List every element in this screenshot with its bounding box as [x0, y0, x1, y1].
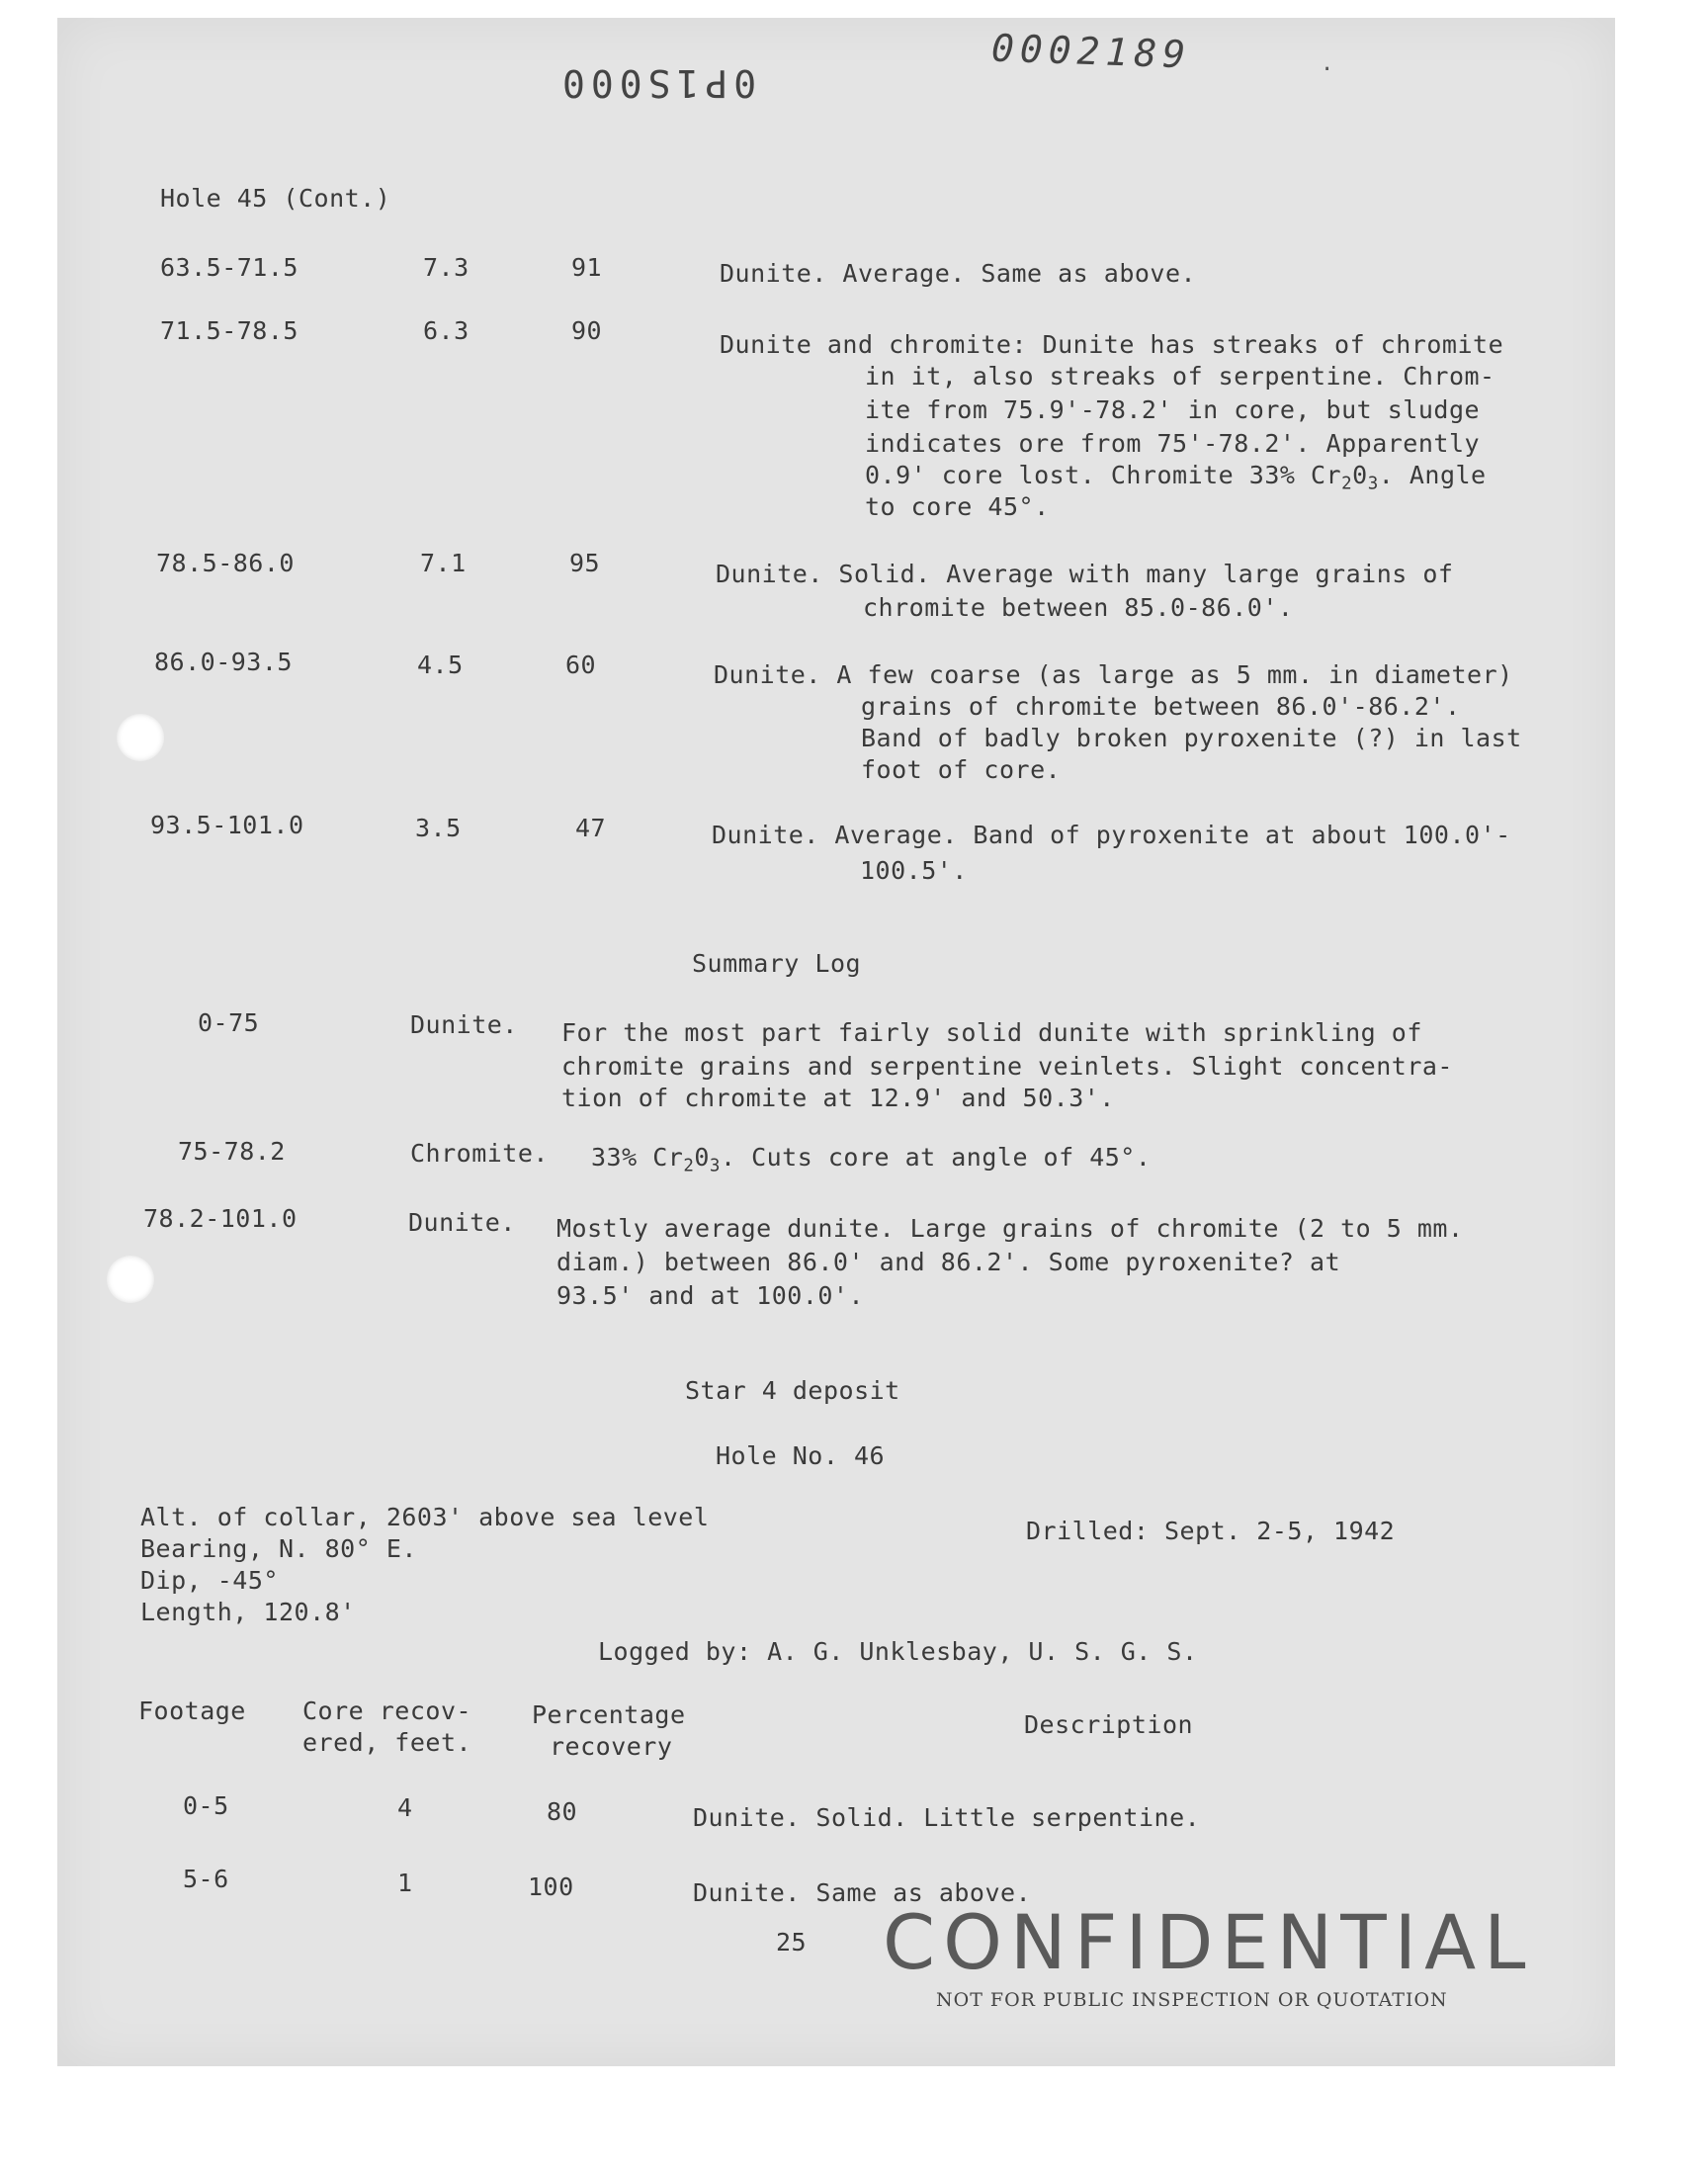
summary-title: Summary Log [692, 949, 862, 978]
hole45-row-footage: 86.0-93.5 [154, 648, 293, 676]
col-header-pct: Percentage [532, 1700, 686, 1729]
punch-hole-top [117, 714, 164, 761]
hole45-row-desc: ite from 75.9'-78.2' in core, but sludge [865, 395, 1481, 424]
hole45-row-desc: Dunite. Average. Band of pyroxenite at about 100.0'- [712, 821, 1511, 849]
hole45-row-footage: 71.5-78.5 [160, 316, 299, 345]
bearing: Bearing, N. 80° E. [140, 1534, 417, 1563]
deposit-title: Star 4 deposit [685, 1376, 900, 1405]
hole45-row-footage: 63.5-71.5 [160, 253, 299, 282]
summary-rock: Dunite. [410, 1010, 518, 1039]
summary-desc: Mostly average dunite. Large grains of chromite (2 to 5 mm. [556, 1214, 1464, 1243]
hole45-row-desc: Band of badly broken pyroxenite (?) in last [861, 724, 1522, 752]
hole46-row-desc: Dunite. Solid. Little serpentine. [693, 1803, 1201, 1832]
hole45-row-core: 7.1 [420, 549, 467, 577]
summary-range: 0-75 [198, 1008, 260, 1037]
serial-stamp-right: 0002189 [990, 26, 1192, 77]
summary-desc: For the most part fairly solid dunite with sprinkling of [561, 1018, 1422, 1047]
hole45-row-desc: to core 45°. [865, 492, 1050, 521]
hole46-row-core: 1 [397, 1869, 413, 1897]
stray-mark: · [1321, 57, 1334, 82]
dip: Dip, -45° [140, 1566, 279, 1595]
hole45-row-desc: indicates ore from 75'-78.2'. Apparently [865, 429, 1481, 458]
hole45-title: Hole 45 (Cont.) [160, 184, 391, 213]
col-header-description: Description [1024, 1710, 1194, 1739]
hole45-row-desc: Dunite. Average. Same as above. [720, 259, 1197, 288]
hole46-row-footage: 5-6 [183, 1865, 229, 1893]
hole46-row-core: 4 [397, 1793, 413, 1822]
hole45-row-desc: grains of chromite between 86.0'-86.2'. [861, 692, 1461, 721]
summary-rock: Dunite. [408, 1208, 516, 1237]
punch-hole-bottom [107, 1256, 154, 1303]
summary-range: 78.2-101.0 [143, 1204, 298, 1233]
hole45-row-desc: 0.9' core lost. Chromite 33% $Cr_20_3$. Angle [865, 461, 1487, 494]
hole46-title: Hole No. 46 [716, 1441, 886, 1470]
hole46-row-pct: 100 [528, 1872, 574, 1901]
hole45-row-core: 4.5 [417, 651, 464, 679]
hole45-row-desc: Dunite. Solid. Average with many large grains of [716, 560, 1454, 588]
hole45-row-footage: 78.5-86.0 [156, 549, 295, 577]
confidential-stamp: CONFIDENTIAL [883, 1898, 1534, 1986]
hole46-row-pct: 80 [547, 1797, 578, 1826]
hole45-row-core: 6.3 [423, 316, 470, 345]
hole45-row-core: 7.3 [423, 253, 470, 282]
hole46-row-desc: Dunite. Same as above. [693, 1878, 1032, 1907]
summary-desc: tion of chromite at 12.9' and 50.3'. [561, 1084, 1115, 1112]
page-number: 25 [776, 1928, 808, 1957]
col-header-pct: recovery [550, 1732, 673, 1761]
length: Length, 120.8' [140, 1598, 356, 1626]
hole45-row-core: 3.5 [415, 814, 462, 842]
logged-by: Logged by: A. G. Unklesbay, U. S. G. S. [598, 1637, 1198, 1666]
col-header-core: Core recov- [302, 1696, 472, 1725]
not-for-public-stamp: NOT FOR PUBLIC INSPECTION OR QUOTATION [936, 1989, 1448, 2011]
hole45-row-desc: foot of core. [861, 755, 1062, 784]
hole45-row-desc: Dunite and chromite: Dunite has streaks of chromite [720, 330, 1504, 359]
serial-stamp-left: 0P1S000 [556, 61, 757, 105]
hole45-row-pct: 47 [575, 814, 607, 842]
hole45-row-desc: chromite between 85.0-86.0'. [863, 593, 1294, 622]
col-header-footage: Footage [138, 1696, 246, 1725]
hole45-row-footage: 93.5-101.0 [150, 811, 304, 839]
collar-altitude: Alt. of collar, 2603' above sea level [140, 1503, 710, 1531]
summary-desc: 33% $Cr_20_3$. Cuts core at angle of 45°. [591, 1143, 1152, 1176]
drilled-date: Drilled: Sept. 2-5, 1942 [1026, 1517, 1396, 1545]
hole45-row-pct: 90 [571, 316, 603, 345]
hole46-row-footage: 0-5 [183, 1791, 229, 1820]
hole45-row-pct: 95 [569, 549, 601, 577]
col-header-core: ered, feet. [302, 1728, 472, 1757]
summary-range: 75-78.2 [178, 1137, 286, 1166]
summary-desc: 93.5' and at 100.0'. [556, 1281, 865, 1310]
hole45-row-desc: 100.5'. [860, 856, 968, 885]
hole45-row-desc: in it, also streaks of serpentine. Chrom- [865, 362, 1495, 391]
summary-desc: chromite grains and serpentine veinlets. Slight concentra- [561, 1052, 1453, 1081]
hole45-row-desc: Dunite. A few coarse (as large as 5 mm. in diameter) [714, 660, 1513, 689]
summary-rock: Chromite. [410, 1139, 549, 1168]
summary-desc: diam.) between 86.0' and 86.2'. Some pyroxenite? at [556, 1248, 1341, 1276]
hole45-row-pct: 91 [571, 253, 603, 282]
hole45-row-pct: 60 [565, 651, 597, 679]
